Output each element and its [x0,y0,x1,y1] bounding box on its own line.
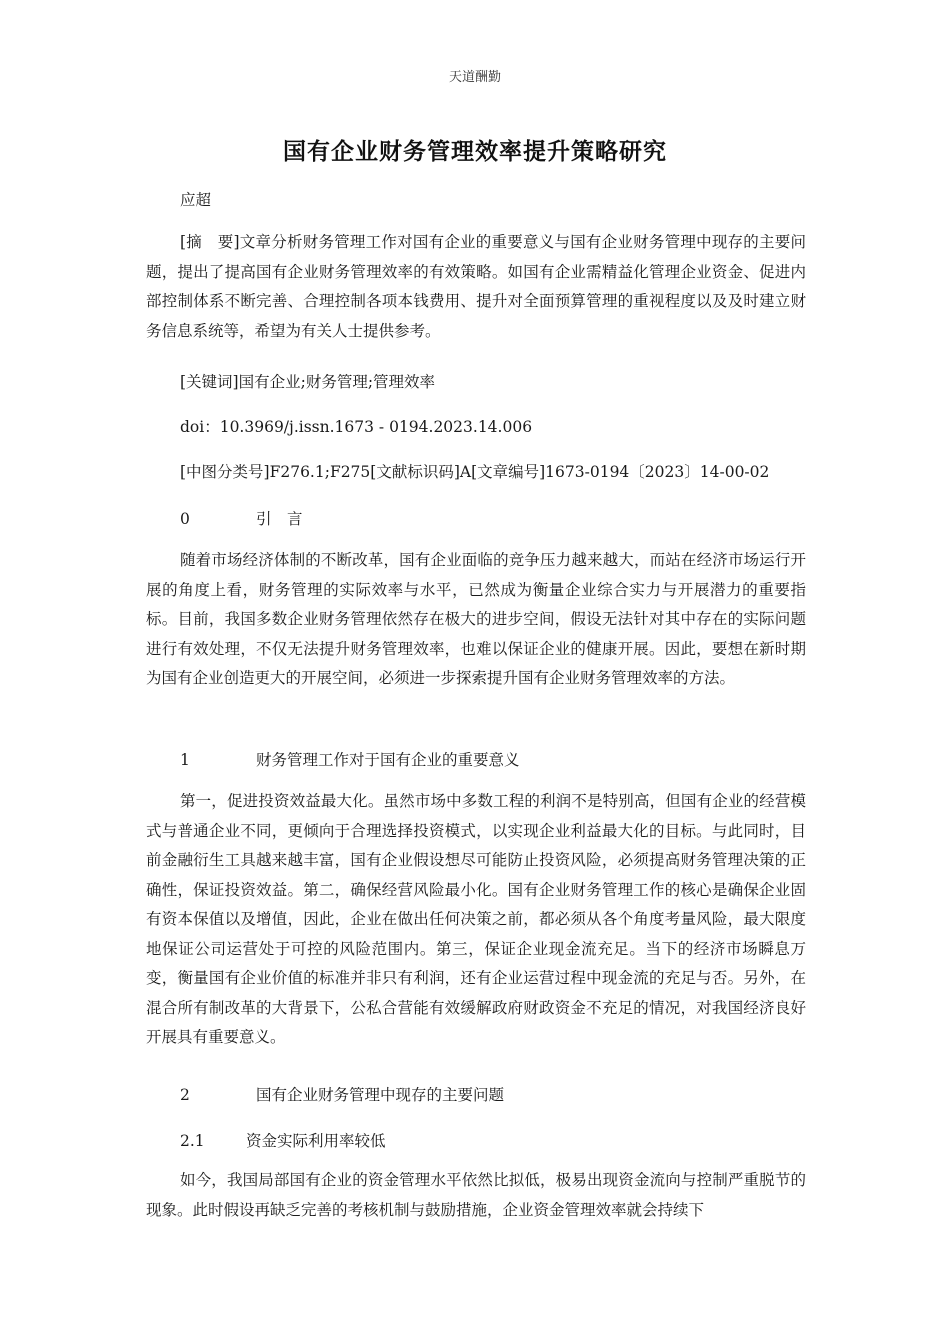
intro-paragraph: 随着市场经济体制的不断改革，国有企业面临的竞争压力越来越大，而站在经济市场运行开展的角度上看，财务管理的实际效率与水平，已然成为衡量企业综合实力与开展潜力的重要指标。目前，我国多数企业财务管理依然存在极大的进步空间，假设无法针对其中存在的实际问题进行有效处理，不仅无法提升财务管理效率，也难以保证企业的健康开展。因此，要想在新时期为国有企业创造更大的开展空间，必须进一步探索提升国有企业财务管理效率的方法。 [146,551,806,687]
section-heading-0 [180,507,303,529]
funds-paragraph: 如今，我国局部国有企业的资金管理水平依然比拟低，极易出现资金流向与控制严重脱节的现象。此时假设再缺乏完善的考核机制与鼓励措施，企业资金管理效率就会持续下 [146,1171,806,1219]
section-number: 0 [180,510,190,528]
page-header: 天道酬勤 [448,70,501,85]
section-title: 引 言 [256,510,303,528]
section-heading-2-1 [180,1129,386,1151]
section-number: 2.1 [180,1132,205,1150]
keywords: [关键词]国有企业;财务管理;管理效率 [180,373,436,391]
significance-paragraph: 第一，促进投资效益最大化。虽然市场中多数工程的利润不是特别高，但国有企业的经营模式与普通企业不同，更倾向于合理选择投资模式，以实现企业利益最大化的目标。与此同时，目前金融衍生工具越来越丰富，国有企业假设想尽可能防止投资风险，必须提高财务管理决策的正确性，保证投资效益。第二，确保经营风险最小化。国有企业财务管理工作的核心是确保企业固有资本保值以及增值，因此，企业在做出任何决策之前，都必须从各个角度考量风险，最大限度地保证公司运营处于可控的风险范围内。第三，保证企业现金流充足。当下的经济市场瞬息万变，衡量国有企业价值的标准并非只有利润，还有企业运营过程中现金流的充足与否。另外，在混合所有制改革的大背景下，公私合营能有效缓解政府财政资金不充足的情况，对我国经济良好开展具有重要意义。 [146,792,806,1046]
section-title: 财务管理工作对于国有企业的重要意义 [256,751,520,769]
section-title: 国有企业财务管理中现存的主要问题 [256,1086,505,1104]
section-number: 2 [180,1086,190,1104]
section-number: 1 [180,751,190,769]
classification: [中图分类号]F276.1;F275[文献标识码]A[文章编号]1673-0194〔2023〕14-00-02 [180,463,770,481]
author: 应超 [180,191,212,209]
section-heading-1 [180,748,520,770]
doi: doi：10.3969/j.issn.1673 - 0194.2023.14.006 [180,418,533,436]
document-title: 国有企业财务管理效率提升策略研究 [283,139,667,165]
section-heading-2 [180,1083,504,1105]
section-title: 资金实际利用率较低 [246,1132,386,1150]
abstract: [摘 要]文章分析财务管理工作对国有企业的重要意义与国有企业财务管理中现存的主要问题，提出了提高国有企业财务管理效率的有效策略。如国有企业需精益化管理企业资金、促进内部控制体系不断完善、合理控制各项本钱费用、提升对全面预算管理的重视程度以及及时建立财务信息系统等，希望为有关人士提供参考。 [146,233,806,340]
